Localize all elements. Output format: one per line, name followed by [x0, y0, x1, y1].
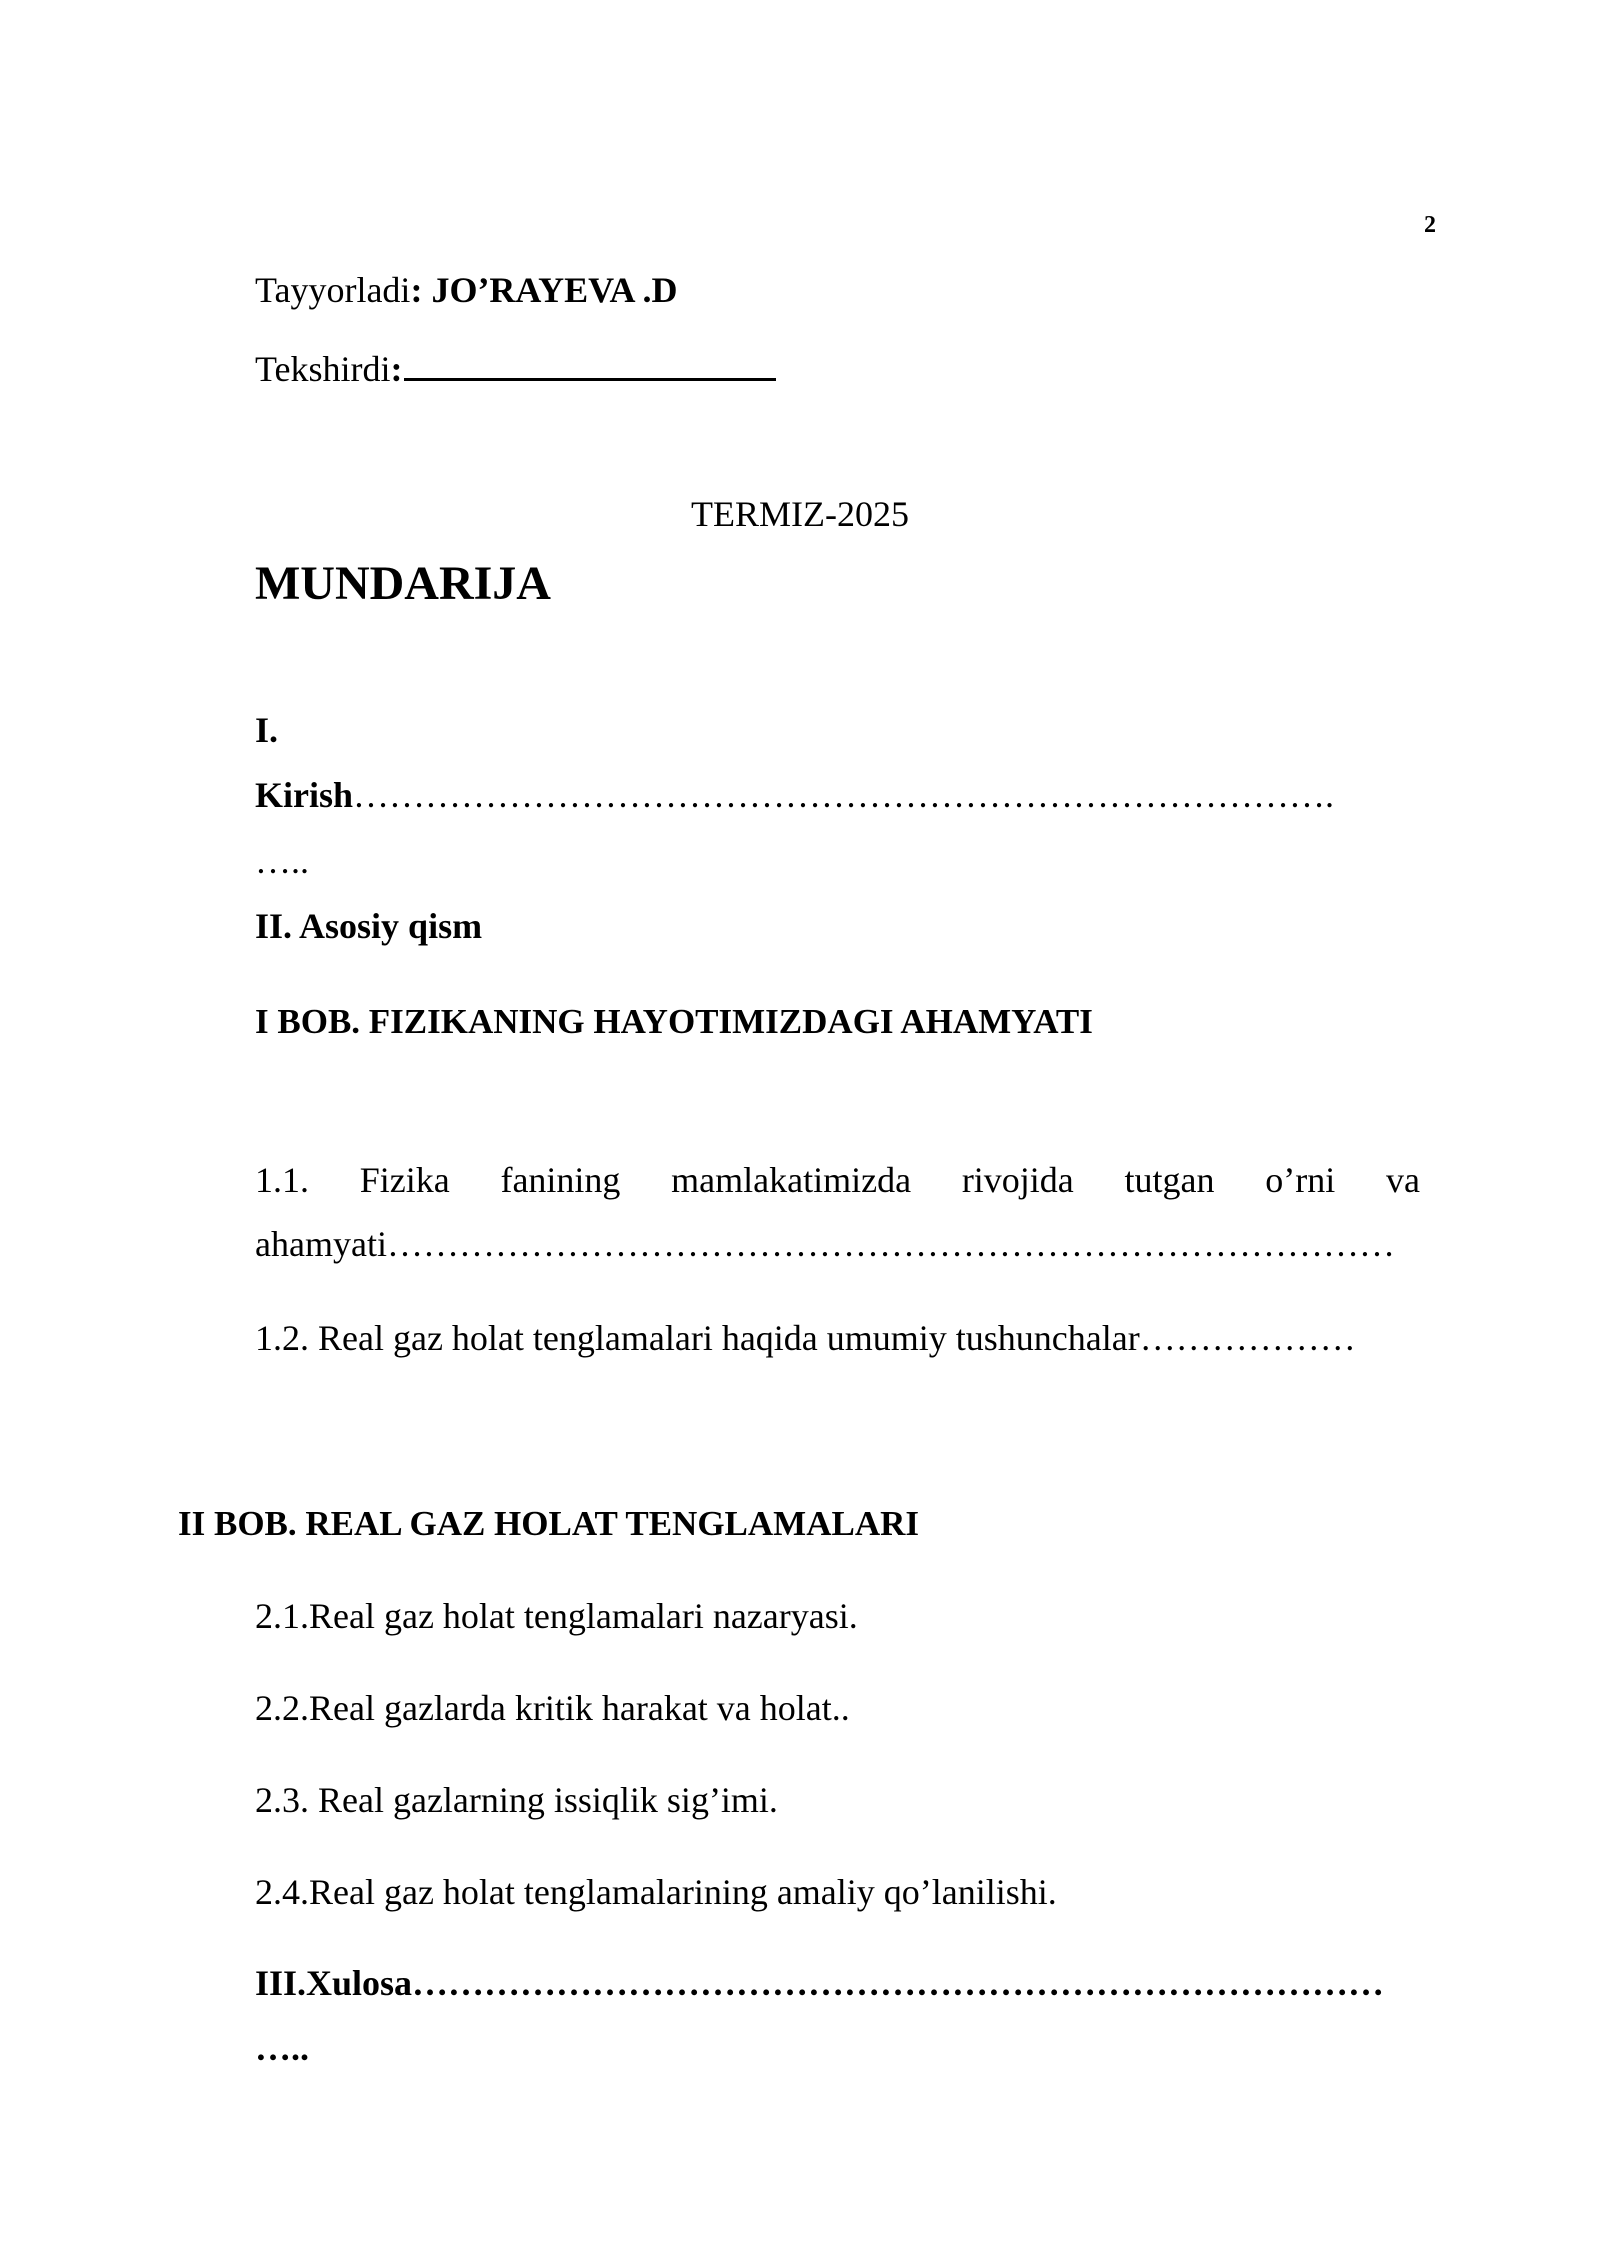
toc-item-2-4: 2.4.Real gaz holat tenglamalarining amaliy qo’lanilishi. [255, 1872, 1057, 1912]
toc-intro-label: Kirish [255, 775, 354, 815]
signature-blank-line [404, 348, 776, 381]
toc-conclusion-dots-cont: ….. [255, 2028, 309, 2068]
toc-intro-number: I. [255, 710, 279, 750]
toc-item-1-1-word: Fizika [359, 1160, 450, 1200]
toc-item-1-2: 1.2. Real gaz holat tenglamalari haqida umumiy tushunchalar……………… [255, 1318, 1356, 1358]
prepared-by-colon: : [410, 270, 423, 310]
checked-by-line [255, 348, 776, 387]
toc-item-1-1-word: o’rni [1265, 1160, 1336, 1200]
toc-item-1-1-word: rivojida [961, 1160, 1074, 1200]
toc-conclusion: III.Xulosa……………………………………………………………………… [255, 1963, 1385, 2003]
toc-intro-dots-cont: ….. [255, 841, 309, 881]
city-year: TERMIZ-2025 [691, 494, 909, 534]
toc-item-2-3: 2.3. Real gazlarning issiqlik sig’imi. [255, 1780, 778, 1820]
toc-item-1-1-cont: ahamyati………………………………………………………………………… [255, 1224, 1395, 1264]
toc-intro-dots: ………………………………………………………………………. [353, 775, 1335, 815]
toc-intro-line [255, 777, 1334, 813]
toc-item-2-1: 2.1.Real gaz holat tenglamalari nazaryasi. [255, 1596, 858, 1636]
checked-by-colon: : [390, 349, 403, 389]
toc-title: MUNDARIJA [255, 557, 551, 610]
toc-item-1-1-word: mamlakatimizda [671, 1160, 912, 1200]
toc-item-1-1-word: 1.1. [255, 1160, 309, 1200]
toc-item-1-1-word: fanining [500, 1160, 621, 1200]
toc-item-2-2: 2.2.Real gazlarda kritik harakat va holat.. [255, 1688, 850, 1728]
toc-chapter-2: II BOB. REAL GAZ HOLAT TENGLAMALARI [178, 1504, 919, 1543]
prepared-by-line [255, 272, 678, 308]
prepared-by-name: JO’RAYEVA .D [431, 270, 678, 310]
toc-item-1-1 [255, 1162, 1420, 1198]
prepared-by-label: Tayyorladi [255, 270, 411, 310]
checked-by-label: Tekshirdi [255, 349, 391, 389]
toc-item-1-1-word: tutgan [1124, 1160, 1215, 1200]
toc-chapter-1: I BOB. FIZIKANING HAYOTIMIZDAGI AHAMYATI [255, 1002, 1093, 1041]
toc-item-1-1-word: va [1385, 1160, 1420, 1200]
page-number: 2 [1424, 212, 1436, 238]
toc-main-part: II. Asosiy qism [255, 906, 483, 946]
